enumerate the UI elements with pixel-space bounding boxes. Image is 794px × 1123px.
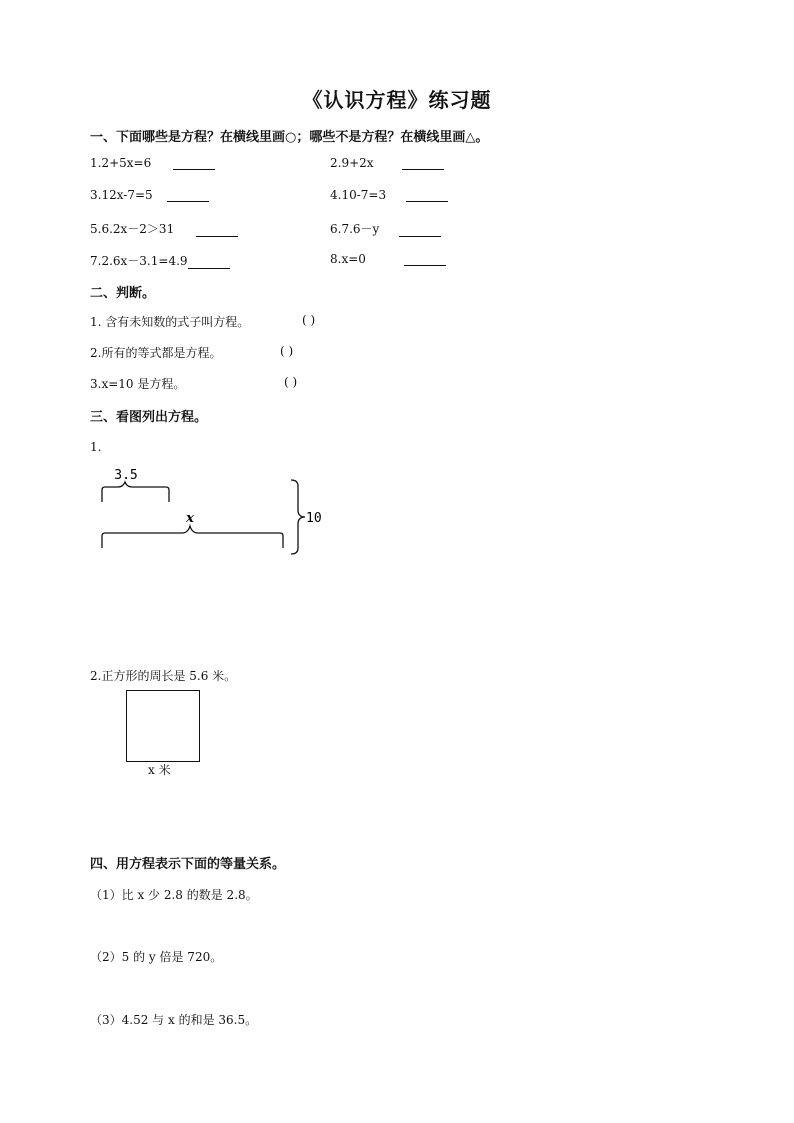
total-brace-label: 10 bbox=[306, 511, 322, 526]
s3-question-2: 2.正方形的周长是 5.6 米。 bbox=[90, 669, 237, 683]
section-3-heading: 三、看图列出方程。 bbox=[90, 410, 208, 425]
s4-item-2: （2）5 的 y 倍是 720。 bbox=[90, 950, 223, 964]
s1-item-7: 7.2.6x－3.1=4.9 bbox=[90, 252, 230, 269]
large-brace bbox=[102, 526, 283, 548]
answer-parentheses[interactable]: ( ) bbox=[284, 375, 298, 389]
s2-item-2: 2.所有的等式都是方程。 bbox=[90, 346, 222, 360]
s1-item-8: 8.x=0 bbox=[330, 252, 446, 266]
s1-item-5: 5.6.2x－2＞31 bbox=[90, 220, 238, 237]
s2-item-3: 3.x=10 是方程。 bbox=[90, 377, 186, 391]
total-brace bbox=[291, 480, 305, 554]
s1-item-1: 1.2+5x=6 bbox=[90, 156, 215, 170]
square-side-label: x 米 bbox=[148, 763, 171, 777]
large-brace-label: x bbox=[186, 511, 194, 526]
section-1-heading: 一、下面哪些是方程？在横线里画○；哪些不是方程？在横线里画△。 bbox=[90, 130, 489, 145]
answer-blank[interactable] bbox=[196, 223, 238, 237]
answer-parentheses[interactable]: ( ) bbox=[302, 313, 316, 327]
answer-blank[interactable] bbox=[404, 252, 446, 266]
answer-parentheses[interactable]: ( ) bbox=[280, 344, 294, 358]
s1-item-2: 2.9+2x bbox=[330, 156, 444, 170]
small-brace bbox=[102, 482, 169, 502]
answer-blank[interactable] bbox=[188, 255, 230, 269]
section-4-heading: 四、用方程表示下面的等量关系。 bbox=[90, 857, 286, 872]
s4-item-1: （1）比 x 少 2.8 的数是 2.8。 bbox=[90, 888, 258, 902]
s1-item-6: 6.7.6－y bbox=[330, 220, 441, 237]
brace-diagram bbox=[90, 460, 350, 560]
s2-item-1: 1. 含有未知数的式子叫方程。 bbox=[90, 315, 250, 329]
answer-blank[interactable] bbox=[406, 188, 448, 202]
section-2-heading: 二、判断。 bbox=[90, 286, 156, 301]
small-brace-label: 3.5 bbox=[114, 468, 138, 483]
square-figure bbox=[126, 690, 200, 762]
answer-blank[interactable] bbox=[399, 223, 441, 237]
s1-item-3: 3.12x-7=5 bbox=[90, 188, 209, 202]
page-title: 《认识方程》练习题 bbox=[302, 88, 492, 112]
s4-item-3: （3）4.52 与 x 的和是 36.5。 bbox=[90, 1013, 258, 1027]
s3-question-1-number: 1. bbox=[90, 440, 102, 454]
answer-blank[interactable] bbox=[173, 156, 215, 170]
answer-blank[interactable] bbox=[167, 188, 209, 202]
answer-blank[interactable] bbox=[402, 156, 444, 170]
s1-item-4: 4.10-7=3 bbox=[330, 188, 448, 202]
